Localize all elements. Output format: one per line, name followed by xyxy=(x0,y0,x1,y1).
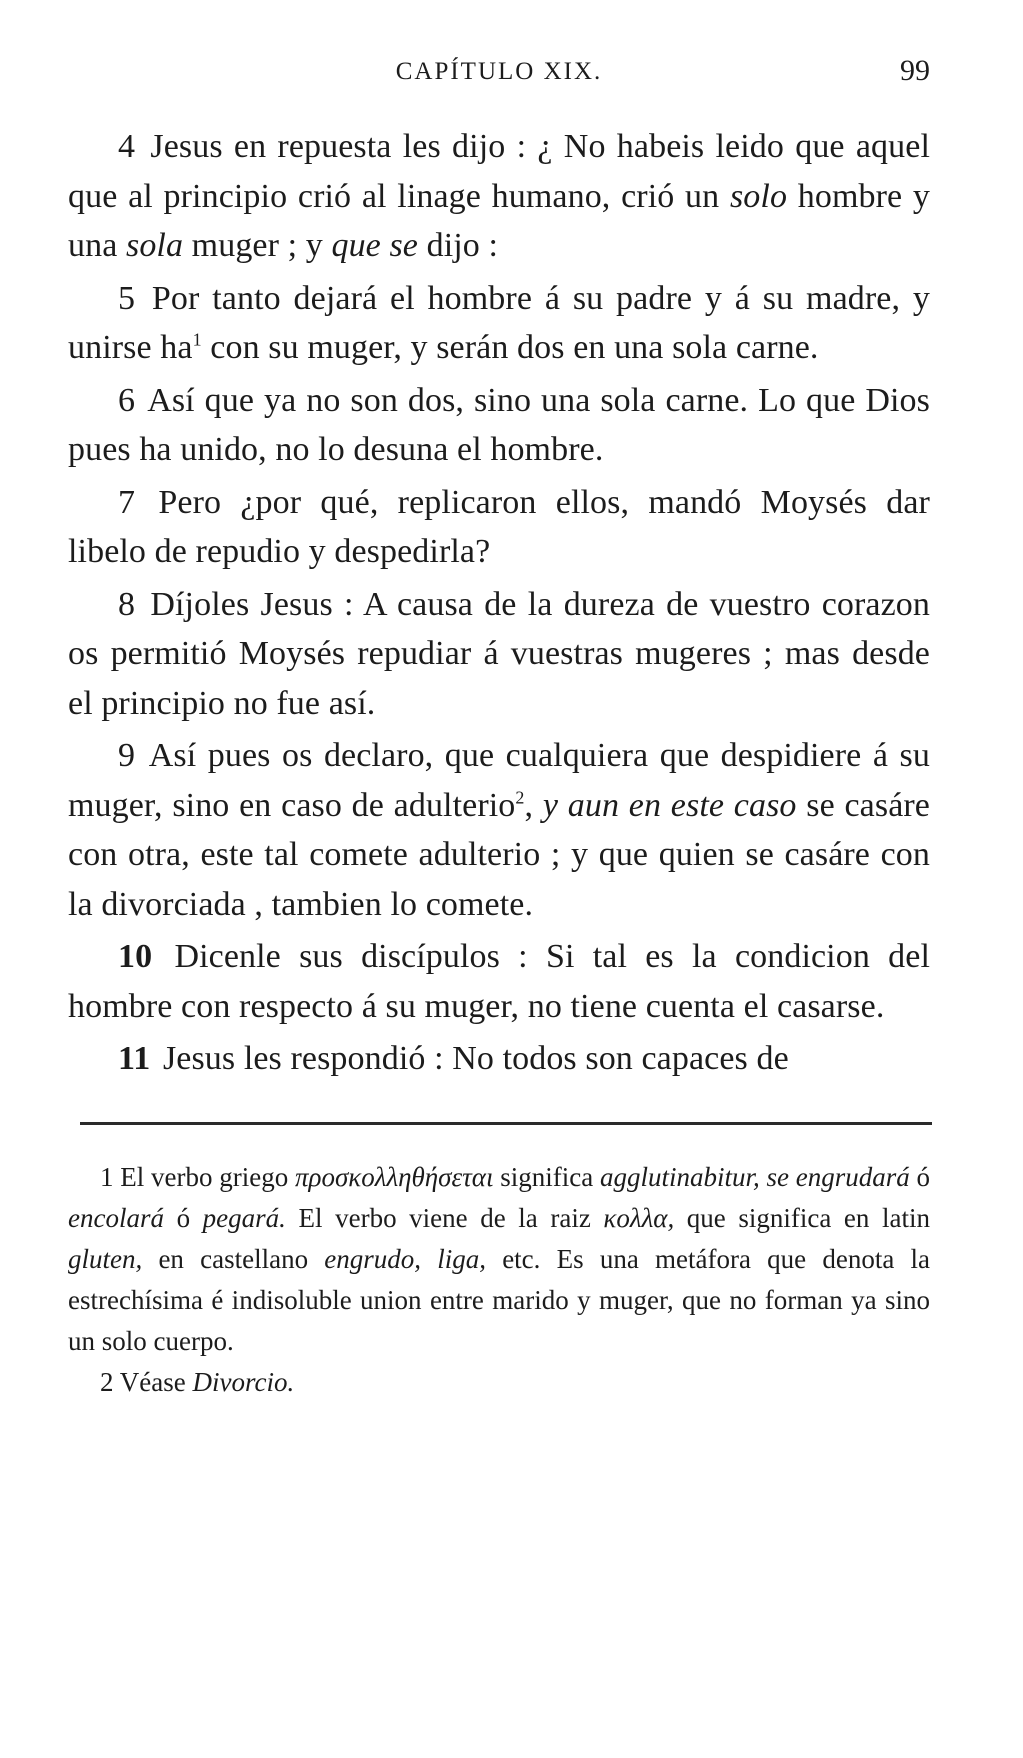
text-run: que significa en latin xyxy=(674,1202,930,1233)
italic-text: Divorcio. xyxy=(192,1366,295,1397)
footnote-rule xyxy=(80,1122,932,1125)
footnote-reference: 1 xyxy=(192,329,202,350)
text-run: Jesus les respondió : No todos son capaces de xyxy=(162,1040,789,1077)
text-run: Pero ¿por qué, replicaron ellos, mandó Moysés dar libelo de repudio y despedirla? xyxy=(68,483,930,570)
text-run: Así que ya no son dos, sino una sola carne. Lo que Dios pues ha unido, no lo desuna el hombre. xyxy=(68,381,930,468)
text-run: hombre y una xyxy=(68,177,931,264)
page-header xyxy=(68,50,930,98)
footnote-list xyxy=(68,1157,930,1403)
text-run: El verbo viene de la raiz xyxy=(285,1202,604,1233)
text-run: , xyxy=(524,786,543,824)
text-run: en castellano xyxy=(142,1243,325,1274)
italic-text: gluten, xyxy=(68,1243,143,1274)
verse-number: 7 xyxy=(118,483,136,521)
italic-text: pegará. xyxy=(202,1202,286,1233)
verse-number: 10 xyxy=(118,938,153,975)
text-run: Díjoles Jesus : A causa de la dureza de vuestro corazon os permitió Moysés repudiar á vuestras mugeres ; mas desde el principio no fue así. xyxy=(68,585,930,722)
footnote-2 xyxy=(68,1362,930,1403)
verse-number: 6 xyxy=(118,381,136,419)
text-run: etc. Es una metáfora que denota la estrechísima é indisoluble union entre marido y muger, que no forman ya sino un solo cuerpo. xyxy=(68,1243,930,1356)
footnote-reference: 2 xyxy=(515,787,525,808)
text-run: Por tanto dejará el hombre á su padre y á su madre, y unirse ha xyxy=(68,279,930,366)
text-run: con su muger, y serán dos en una sola carne. xyxy=(201,329,819,366)
book-page xyxy=(68,50,930,1403)
italic-text: agglutinabitur, se engrudará xyxy=(599,1161,910,1192)
text-run: ó xyxy=(909,1161,931,1192)
verse-8 xyxy=(68,580,930,729)
text-run: dijo : xyxy=(418,227,499,264)
italic-text: que se xyxy=(331,227,418,264)
verse-11 xyxy=(68,1034,930,1084)
verse-5 xyxy=(68,274,930,373)
verse-number: 9 xyxy=(118,737,136,774)
footnote-number: 2 xyxy=(100,1366,114,1397)
text-run: Dicenle sus discípulos : Si tal es la condicion del hombre con respecto á su muger, no tiene cuenta el casarse. xyxy=(68,938,930,1025)
italic-text: encolará xyxy=(68,1202,164,1233)
text-run: se casáre con otra, este tal comete adulterio ; y que quien se casáre con la divorciada , tambien lo comete. xyxy=(68,786,930,923)
text-run: Así pues os declaro, que cualquiera que despidiere á su muger, sino en caso de adulterio xyxy=(68,737,930,824)
text-run: Véase xyxy=(119,1366,193,1397)
verse-list xyxy=(68,122,930,1084)
verse-number: 4 xyxy=(118,128,136,165)
verse-number: 11 xyxy=(118,1040,151,1077)
verse-number: 5 xyxy=(118,279,136,317)
verse-10 xyxy=(68,932,930,1031)
text-run: significa xyxy=(493,1161,600,1192)
greek-word: προσκολληθήσεται xyxy=(294,1161,494,1192)
verse-4 xyxy=(68,122,930,271)
footnote-1 xyxy=(68,1157,930,1362)
text-run: El verbo griego xyxy=(120,1161,295,1192)
text-run: ó xyxy=(163,1202,203,1233)
verse-7 xyxy=(68,478,930,577)
italic-text: engrudo, liga, xyxy=(324,1243,486,1274)
verse-9 xyxy=(68,731,930,929)
italic-text: solo xyxy=(729,177,788,215)
italic-text: sola xyxy=(126,227,184,264)
text-run: muger ; y xyxy=(183,227,332,264)
greek-word: κολλα, xyxy=(603,1202,675,1233)
text-run: Jesus en repuesta les dijo : ¿ No habeis leido que aquel que al principio crió al linage humano, crió un xyxy=(68,128,930,215)
page-number: 99 xyxy=(900,54,930,87)
verse-6 xyxy=(68,376,930,475)
running-head: CAPÍTULO XIX. xyxy=(395,58,603,85)
italic-text: y aun en este caso xyxy=(542,786,797,824)
verse-number: 8 xyxy=(118,585,136,623)
footnote-number: 1 xyxy=(100,1161,114,1192)
